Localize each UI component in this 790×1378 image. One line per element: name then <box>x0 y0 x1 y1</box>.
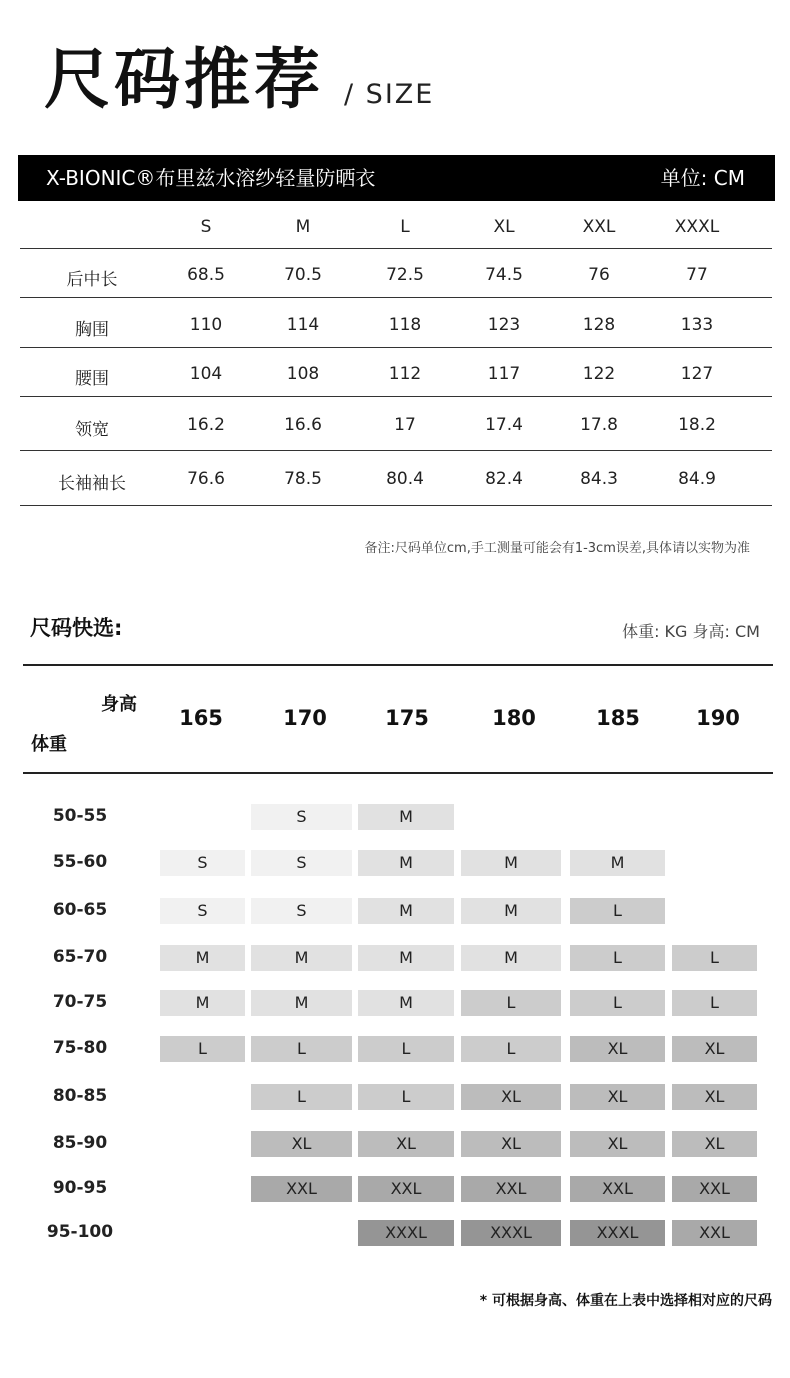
weight-label: 65-70 <box>52 947 108 967</box>
size-recommendation-cell: XL <box>461 1131 561 1157</box>
size-recommendation-cell: L <box>570 898 665 924</box>
size-recommendation-cell: XXL <box>570 1176 665 1202</box>
row-label: 后中长 <box>66 270 118 290</box>
size-recommendation-cell: S <box>251 850 352 876</box>
weight-label: 95-100 <box>46 1222 114 1242</box>
size-recommendation-cell: L <box>570 945 665 971</box>
row-label: 领宽 <box>75 420 109 440</box>
size-value: 133 <box>680 315 714 335</box>
size-recommendation-cell: M <box>251 945 352 971</box>
size-recommendation-cell: L <box>672 990 757 1016</box>
size-recommendation-cell: XL <box>461 1084 561 1110</box>
size-recommendation-cell: S <box>160 898 245 924</box>
row-label: 长袖袖长 <box>58 474 126 494</box>
size-table-row <box>20 297 772 347</box>
size-recommendation-cell: L <box>672 945 757 971</box>
size-value: 76.6 <box>187 469 225 489</box>
size-value: 80.4 <box>386 469 424 489</box>
size-table-row <box>20 450 772 505</box>
size-value: 117 <box>487 364 521 384</box>
size-recommendation-cell: S <box>160 850 245 876</box>
size-value: 128 <box>582 315 616 335</box>
size-value: XXL <box>582 217 616 237</box>
size-value: 104 <box>189 364 223 384</box>
size-value: S <box>200 217 212 237</box>
weight-label: 75-80 <box>52 1038 108 1058</box>
height-header: 175 <box>385 706 429 730</box>
size-value: 84.3 <box>580 469 618 489</box>
size-value: M <box>295 217 311 237</box>
size-value: 17.8 <box>580 415 618 435</box>
size-recommendation-cell: L <box>160 1036 245 1062</box>
size-value: 118 <box>388 315 422 335</box>
size-value: 16.6 <box>284 415 322 435</box>
size-value: XL <box>493 217 515 237</box>
size-table-row <box>20 396 772 450</box>
size-recommendation-cell: S <box>251 898 352 924</box>
size-recommendation-cell: M <box>461 898 561 924</box>
size-recommendation-cell: L <box>570 990 665 1016</box>
size-value: 16.2 <box>187 415 225 435</box>
size-recommendation-cell: XXL <box>672 1176 757 1202</box>
quick-select-unit: 体重: KG 身高: CM <box>622 622 760 641</box>
weight-label: 55-60 <box>52 852 108 872</box>
weight-label: 90-95 <box>52 1178 108 1198</box>
weight-label: 85-90 <box>52 1133 108 1153</box>
size-recommendation-cell: XXXL <box>570 1220 665 1246</box>
size-recommendation-cell: M <box>358 898 454 924</box>
size-recommendation-cell: XXL <box>461 1176 561 1202</box>
size-recommendation-cell: XXXL <box>461 1220 561 1246</box>
size-recommendation-cell: M <box>358 990 454 1016</box>
weight-label: 80-85 <box>52 1086 108 1106</box>
size-value: 123 <box>487 315 521 335</box>
size-recommendation-cell: L <box>251 1084 352 1110</box>
weight-label: 70-75 <box>52 992 108 1012</box>
size-value: 122 <box>582 364 616 384</box>
size-recommendation-cell: S <box>251 804 352 830</box>
size-value: 82.4 <box>485 469 523 489</box>
size-value: 18.2 <box>678 415 716 435</box>
size-value: 68.5 <box>187 265 225 285</box>
height-header: 185 <box>596 706 640 730</box>
weight-label: 50-55 <box>52 806 108 826</box>
footnote: * 可根据身高、体重在上表中选择相对应的尺码 <box>479 1293 772 1309</box>
quick-select-title: 尺码快选: <box>30 616 123 640</box>
size-recommendation-cell: M <box>160 990 245 1016</box>
size-recommendation-cell: M <box>461 850 561 876</box>
size-value: 112 <box>388 364 422 384</box>
size-value: 72.5 <box>386 265 424 285</box>
size-value: 17.4 <box>485 415 523 435</box>
page-subtitle: / SIZE <box>344 79 435 110</box>
size-table-header <box>20 201 772 248</box>
product-unit: 单位: CM <box>660 166 745 190</box>
size-recommendation-cell: M <box>358 945 454 971</box>
height-header: 180 <box>492 706 536 730</box>
size-value: 76 <box>588 265 610 285</box>
size-table-bottom-border <box>20 505 772 506</box>
row-label: 胸围 <box>75 320 109 340</box>
size-recommendation-cell: M <box>358 850 454 876</box>
size-value: 78.5 <box>284 469 322 489</box>
size-table-row <box>20 347 772 396</box>
height-header: 190 <box>696 706 740 730</box>
size-value: 108 <box>286 364 320 384</box>
corner-weight-label: 体重 <box>31 734 67 755</box>
size-recommendation-cell: M <box>461 945 561 971</box>
size-recommendation-cell: XL <box>570 1131 665 1157</box>
size-recommendation-cell: L <box>358 1084 454 1110</box>
size-recommendation-cell: M <box>251 990 352 1016</box>
size-value: 84.9 <box>678 469 716 489</box>
quick-select-header <box>23 664 773 774</box>
size-value: XXXL <box>674 217 720 237</box>
size-recommendation-cell: M <box>160 945 245 971</box>
weight-label: 60-65 <box>52 900 108 920</box>
size-recommendation-cell: XXL <box>251 1176 352 1202</box>
size-recommendation-cell: L <box>251 1036 352 1062</box>
row-label: 腰围 <box>75 369 109 389</box>
page-title: 尺码推荐 <box>44 41 324 118</box>
size-value: 17 <box>394 415 416 435</box>
size-recommendation-cell: M <box>358 804 454 830</box>
size-value: L <box>400 217 410 237</box>
height-header: 170 <box>283 706 327 730</box>
size-value: 114 <box>286 315 320 335</box>
size-value: 77 <box>686 265 708 285</box>
measurement-note: 备注:尺码单位cm,手工测量可能会有1-3cm误差,具体请以实物为准 <box>364 541 750 556</box>
size-recommendation-cell: XXL <box>672 1220 757 1246</box>
size-recommendation-cell: XXL <box>358 1176 454 1202</box>
product-bar <box>18 155 775 201</box>
size-value: 74.5 <box>485 265 523 285</box>
size-recommendation-cell: M <box>570 850 665 876</box>
size-recommendation-cell: XL <box>358 1131 454 1157</box>
size-table-row <box>20 248 772 297</box>
size-recommendation-cell: XL <box>672 1131 757 1157</box>
height-header: 165 <box>179 706 223 730</box>
size-recommendation-cell: XL <box>570 1084 665 1110</box>
size-recommendation-cell: XL <box>672 1084 757 1110</box>
size-recommendation-cell: L <box>461 990 561 1016</box>
size-recommendation-cell: L <box>358 1036 454 1062</box>
corner-height-label: 身高 <box>101 694 137 715</box>
size-recommendation-cell: XXXL <box>358 1220 454 1246</box>
size-value: 127 <box>680 364 714 384</box>
size-recommendation-cell: XL <box>251 1131 352 1157</box>
product-name: X-BIONIC®布里兹水溶纱轻量防晒衣 <box>46 166 376 190</box>
size-value: 70.5 <box>284 265 322 285</box>
size-recommendation-cell: L <box>461 1036 561 1062</box>
size-recommendation-cell: XL <box>570 1036 665 1062</box>
size-recommendation-cell: XL <box>672 1036 757 1062</box>
size-value: 110 <box>189 315 223 335</box>
